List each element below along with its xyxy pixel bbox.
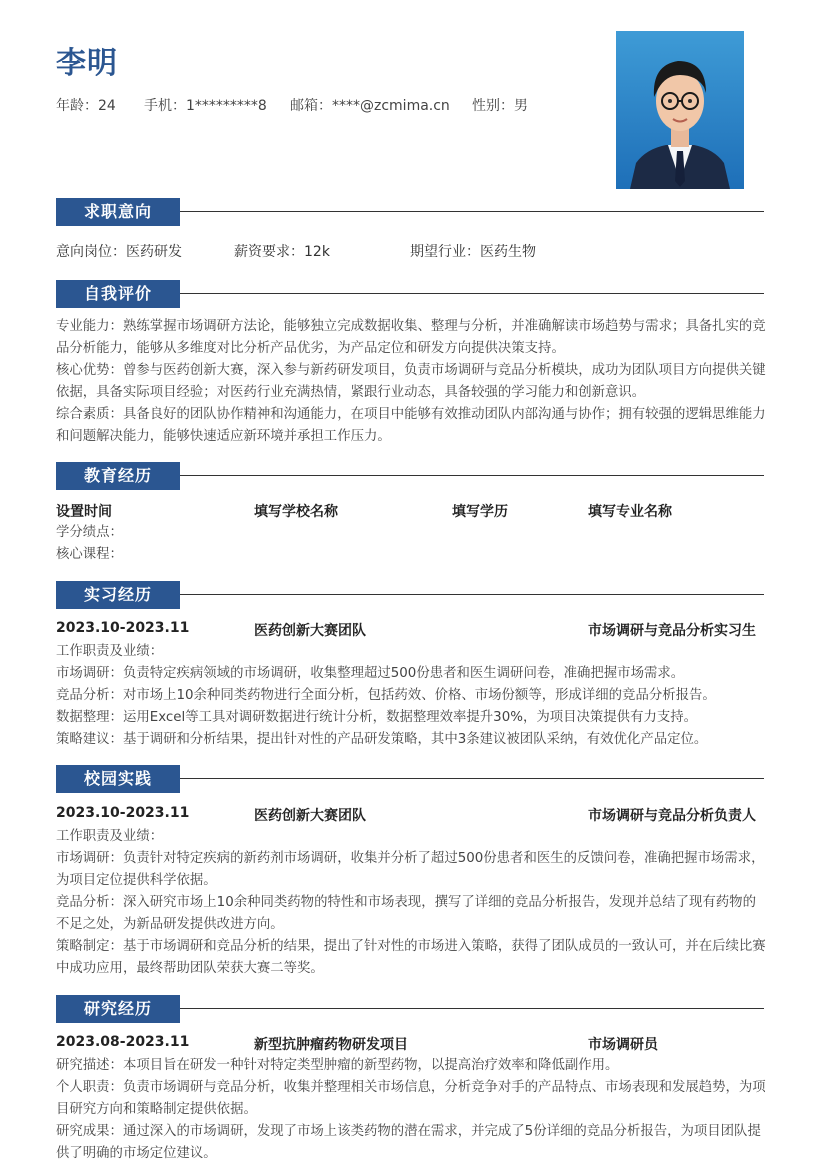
- portrait-illustration: [616, 31, 744, 189]
- internship-details: [56, 641, 766, 751]
- self-eval-line: 核心优势：曾参与医药创新大赛，深入参与新药研发项目，负责市场调研与竞品分析模块，成功为团队项目方向提供关键依据，具备实际项目经验；对医药行业充满热情，紧跟行业动态，具备较强的学习能力和创新意识。: [56, 363, 766, 400]
- research-line: 研究成果：通过深入的市场调研，发现了市场上该类药物的潜在需求，并完成了5份详细的竞品分析报告，为项目团队提供了明确的市场定位建议。: [56, 1124, 761, 1161]
- candidate-name: 李明: [56, 46, 118, 81]
- campus-line: 市场调研：负责针对特定疾病的新药剂市场调研，收集并分析了超过500份患者和医生的反馈问卷，准确把握市场需求，为项目定位提供科学依据。: [56, 851, 765, 888]
- campus-row: [56, 805, 764, 825]
- intent-row: [56, 241, 764, 261]
- intent-industry: 期望行业：医药生物: [410, 244, 536, 260]
- section-title: 研究经历: [56, 995, 180, 1023]
- section-campus: [56, 765, 764, 793]
- education-school: 填写学校名称: [254, 504, 338, 520]
- internship-line: 竞品分析：对市场上10余种同类药物进行全面分析，包括药效、价格、市场份额等，形成详细的竞品分析报告。: [56, 688, 716, 703]
- age-field: 年龄：24: [56, 98, 116, 114]
- internship-role: 市场调研与竞品分析实习生: [588, 623, 756, 639]
- research-details: [56, 1055, 766, 1165]
- internship-row: [56, 620, 764, 640]
- section-title: 实习经历: [56, 581, 180, 609]
- intent-salary: 薪资要求：12k: [234, 244, 330, 260]
- research-row: [56, 1034, 764, 1054]
- research-line: 研究描述：本项目旨在研发一种针对特定类型肿瘤的新型药物，以提高治疗效率和降低副作用。: [56, 1058, 619, 1073]
- profile-photo: [616, 31, 744, 189]
- campus-line: 工作职责及业绩：: [56, 829, 164, 844]
- section-title: 求职意向: [56, 198, 180, 226]
- section-divider: [180, 293, 764, 294]
- section-divider: [180, 1008, 764, 1009]
- section-divider: [180, 211, 764, 212]
- research-line: 个人职责：负责市场调研与竞品分析，收集并整理相关市场信息，分析竞争对手的产品特点、市场表现和发展趋势，为项目研究方向和策略制定提供依据。: [56, 1080, 766, 1117]
- basic-info: [56, 95, 528, 115]
- self-eval-line: 综合素质：具备良好的团队协作精神和沟通能力，在项目中能够有效推动团队内部沟通与协作；拥有较强的逻辑思维能力和问题解决能力，能够快速适应新环境并承担工作压力。: [56, 407, 766, 444]
- education-time: 设置时间: [56, 504, 112, 520]
- section-research: [56, 995, 764, 1023]
- internship-time: 2023.10-2023.11: [56, 620, 190, 636]
- internship-line: 工作职责及业绩：: [56, 644, 164, 659]
- internship-line: 市场调研：负责特定疾病领域的市场调研，收集整理超过500份患者和医生调研问卷，准确把握市场需求。: [56, 666, 685, 681]
- intent-position: 意向岗位：医药研发: [56, 244, 182, 260]
- self-eval-line: 专业能力：熟练掌握市场调研方法论，能够独立完成数据收集、整理与分析，并准确解读市场趋势与需求；具备扎实的竞品分析能力，能够从多维度对比分析产品优劣，为产品定位和研发方向提供决策支持。: [56, 319, 766, 356]
- section-self-eval: [56, 280, 764, 308]
- internship-line: 策略建议：基于调研和分析结果，提出针对性的产品研发策略，其中3条建议被团队采纳，有效优化产品定位。: [56, 732, 708, 747]
- self-eval-text: [56, 316, 766, 448]
- section-title: 自我评价: [56, 280, 180, 308]
- internship-line: 数据整理：运用Excel等工具对调研数据进行统计分析，数据整理效率提升30%，为项目决策提供有力支持。: [56, 710, 698, 725]
- section-divider: [180, 778, 764, 779]
- section-internship: [56, 581, 764, 609]
- section-title: 校园实践: [56, 765, 180, 793]
- campus-org: 医药创新大赛团队: [254, 808, 366, 824]
- education-row: [56, 501, 764, 521]
- campus-line: 竞品分析：深入研究市场上10余种同类药物的特性和市场表现，撰写了详细的竞品分析报告，发现并总结了现有药物的不足之处，为新品研发提供改进方向。: [56, 895, 756, 932]
- phone-field: 手机：1*********8: [144, 98, 267, 114]
- gender-field: 性别：男: [472, 98, 528, 114]
- internship-org: 医药创新大赛团队: [254, 623, 366, 639]
- email-field: 邮箱：****@zcmima.cn: [290, 98, 450, 114]
- education-gpa: 学分绩点：: [56, 525, 123, 540]
- campus-details: [56, 826, 766, 980]
- research-role: 市场调研员: [588, 1037, 658, 1053]
- section-education: [56, 462, 764, 490]
- research-time: 2023.08-2023.11: [56, 1034, 190, 1050]
- section-intent: [56, 198, 764, 226]
- section-title: 教育经历: [56, 462, 180, 490]
- education-degree: 填写学历: [452, 504, 508, 520]
- campus-line: 策略制定：基于市场调研和竞品分析的结果，提出了针对性的市场进入策略，获得了团队成员的一致认可，并在后续比赛中成功应用，最终帮助团队荣获大赛二等奖。: [56, 939, 766, 976]
- education-courses: 核心课程：: [56, 547, 123, 562]
- education-details: [56, 522, 766, 566]
- education-major: 填写专业名称: [588, 504, 672, 520]
- campus-role: 市场调研与竞品分析负责人: [588, 808, 756, 824]
- section-divider: [180, 594, 764, 595]
- research-project: 新型抗肿瘤药物研发项目: [254, 1037, 408, 1053]
- section-divider: [180, 475, 764, 476]
- campus-time: 2023.10-2023.11: [56, 805, 190, 821]
